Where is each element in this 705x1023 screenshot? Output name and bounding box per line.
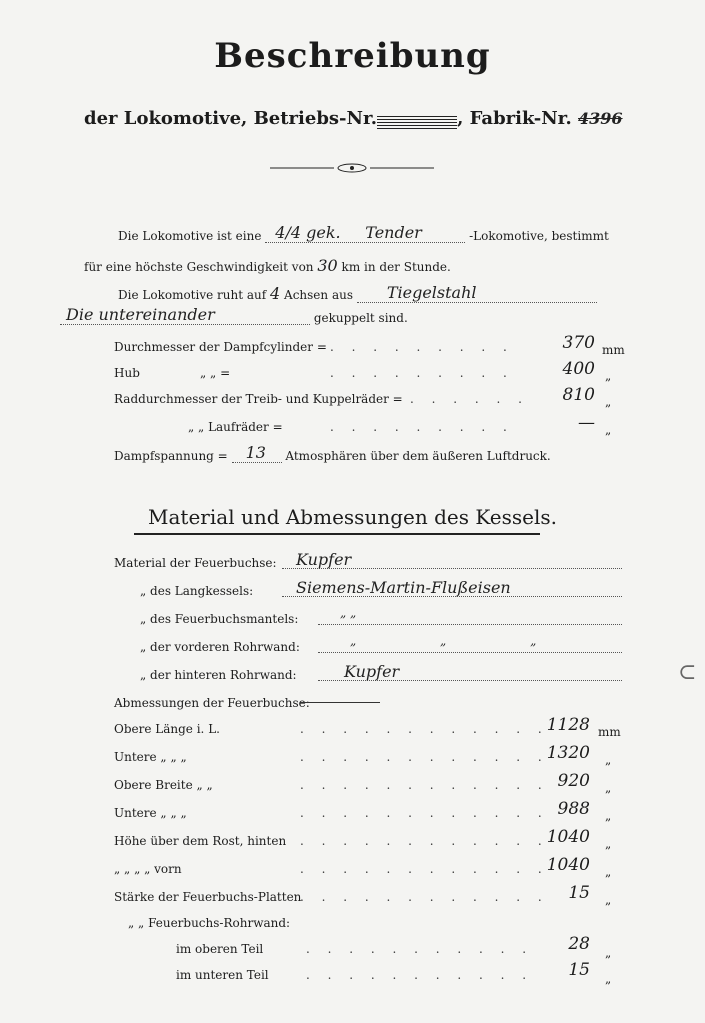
dim-label: Untere „ „ „ [114,806,187,820]
intro-text: km in der Stunde. [341,260,451,274]
rohrwand-value: 15 [568,960,590,980]
material-line [318,652,622,653]
coupling-field [60,305,310,325]
dim-value: 1040 [546,855,590,875]
pressure-value: 13 [245,443,266,462]
dims-heading: Abmessungen der Feuerbuchse: [114,696,310,710]
material-label: „ des Langkessels: [140,584,254,598]
spec-label-cylinder: Durchmesser der Dampfcylinder = [114,340,327,354]
rohrwand-label: im oberen Teil [176,942,264,956]
leader-dots: . . . . . . . . . . . . [300,778,549,792]
spec-unit: „ [605,809,612,823]
dim-value: 1128 [546,715,590,735]
dim-label: Stärke der Feuerbuchs-Platten [114,890,302,904]
spec-unit: „ [605,423,612,437]
spec-value-runwheel: — [578,413,595,433]
material-value: „ „ „ [350,634,577,648]
dim-value: 920 [557,771,590,791]
rohrwand-heading: „ „ Feuerbuchs-Rohrwand: [128,916,291,930]
intro-text: Achsen aus [284,288,353,302]
leader-dots: . . . . . . . . . [330,366,514,380]
margin-mark: ⊂ [678,660,697,685]
leader-dots: . . . . . . . . . . . . [300,750,549,764]
leader-dots: . . . . . . . . . . . . [300,834,549,848]
pressure-label: Dampfspannung = [114,449,228,463]
betriebs-nr-field [377,115,457,129]
leader-dots: . . . . . . . . . . . . [300,862,549,876]
spec-label-runwheel: „ „ Laufräder = [188,420,283,434]
spec-unit: „ [605,837,612,851]
leader-dots: . . . . . . . . . . . . [300,806,549,820]
axle-material-field [357,283,597,303]
spec-unit: „ [605,395,612,409]
material-label: „ der hinteren Rohrwand: [140,668,297,682]
dim-label: Untere „ „ „ [114,750,187,764]
spec-unit: „ [605,753,612,767]
locomotive-type-field [265,223,465,243]
intro-text: für eine höchste Geschwindigkeit von [84,260,314,274]
type-value-2: Tender [365,223,422,242]
pressure-field [232,443,282,463]
spec-unit: „ [605,972,612,986]
speed-value: 30 [317,256,338,275]
subtitle [84,108,623,129]
dim-value: 15 [568,883,590,903]
material-label: „ des Feuerbuchsmantels: [140,612,299,626]
material-label: „ der vorderen Rohrwand: [140,640,300,654]
intro-line-4 [60,305,408,325]
pressure-text: Atmosphären über dem äußeren Luftdruck. [285,449,551,463]
dim-value: 988 [557,799,590,819]
spec-value-wheel: 810 [562,385,595,405]
material-line [318,624,622,625]
fabrik-nr-value: 4396 [578,109,623,128]
section-underline [134,533,540,535]
intro-text: Die Lokomotive ist eine [118,229,262,243]
axles-value: 4 [270,284,281,303]
intro-text: Die Lokomotive ruht auf [118,288,267,302]
dim-label: Obere Länge i. L. [114,722,220,736]
section-title: Material und Abmessungen des Kessels. [148,505,557,529]
intro-line-3 [118,284,597,303]
spec-label-wheel: Raddurchmesser der Treib- und Kuppelräder = [114,392,403,406]
leader-dots: . . . . . . . . . . . . [300,890,549,904]
ornament-divider [270,162,434,174]
axle-material-value: Tiegelstahl [386,283,477,302]
material-value: „ „ [340,606,357,620]
pressure-line [114,443,551,463]
subtitle-prefix: der Lokomotive, Betriebs-Nr. [84,108,378,129]
material-value: Siemens-Martin-Flußeisen [296,578,511,597]
leader-dots: . . . . . . . . . . . [306,942,534,956]
spec-unit: mm [602,343,625,357]
leader-dots: . . . . . . . . . [330,340,514,354]
rohrwand-label: im unteren Teil [176,968,269,982]
coupling-value: Die untereinander [66,305,215,324]
dim-label: Obere Breite „ „ [114,778,213,792]
subtitle-mid: , Fabrik-Nr. [457,108,572,129]
dim-label: „ „ „ „ vorn [114,862,182,876]
material-value: Kupfer [296,550,352,569]
page-title: Beschreibung [214,36,491,76]
dim-value: 1320 [546,743,590,763]
material-label: Material der Feuerbuchse: [114,556,277,570]
intro-line-1 [118,223,609,243]
dim-label: Höhe über dem Rost, hinten [114,834,287,848]
spec-unit: „ [605,893,612,907]
spec-label-hub: Hub [114,366,140,380]
leader-dots: . . . . . . [410,392,529,406]
spec-value-cylinder: 370 [562,333,595,353]
spec-unit: „ [605,865,612,879]
leader-dots: . . . . . . . . . [330,420,514,434]
hand-stroke [300,702,380,703]
dim-value: 1040 [546,827,590,847]
intro-line-2 [84,256,451,275]
spec-value-hub: 400 [562,359,595,379]
intro-text: gekuppelt sind. [313,311,408,325]
leader-dots: . . . . . . . . . . . [306,968,534,982]
spec-unit: „ [605,369,612,383]
spec-unit: „ [605,781,612,795]
spec-unit: „ [605,946,612,960]
ditto-marks: „ „ = [200,366,231,380]
intro-text: -Lokomotive, bestimmt [469,229,609,243]
rohrwand-value: 28 [568,934,590,954]
type-value-1: 4/4 gek. [275,223,341,242]
material-value: Kupfer [344,662,400,681]
leader-dots: . . . . . . . . . . . . [300,722,549,736]
spec-unit: mm [598,725,621,739]
